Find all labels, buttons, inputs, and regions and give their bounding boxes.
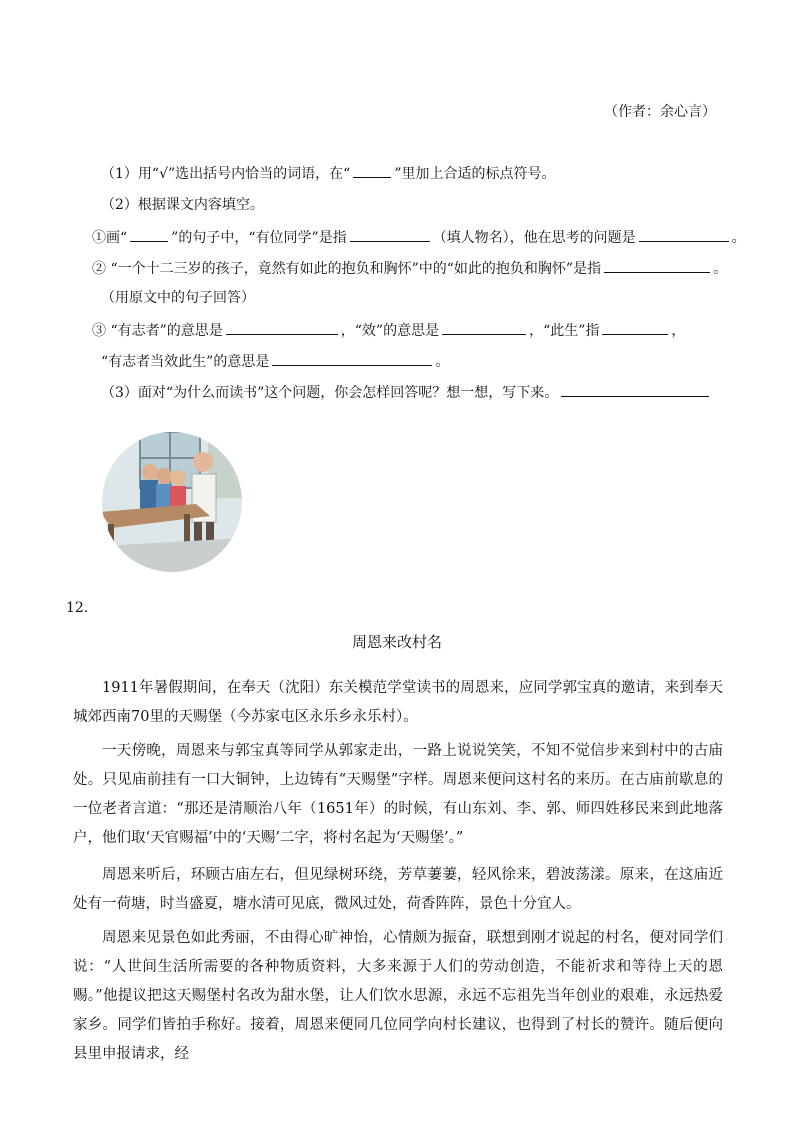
- passage-paragraph: 一天傍晚，周恩来与郭宝真等同学从郭家走出，一路上说说笑笑，不知不觉信步来到村中的古庙处。只见庙前挂有一口大铜钟，上边铸有“天赐堡”字样。周恩来便问这村名的来历。在古庙前歇息的一位老者言道：“那还是清顺治八年（1651年）的时候，有山东刘、李、郭、师四姓移民来到此地落户，他们取‘天官赐福’中的‘天赐’二字，将村名起为‘天赐堡’。”: [73, 742, 723, 846]
- answer-blank[interactable]: [639, 227, 729, 242]
- question-2: （2）根据课文内容填空。: [101, 197, 264, 213]
- question-3-text: （3）面对“为什么而读书”这个问题，你会怎样回答呢？想一想，写下来。: [101, 385, 559, 401]
- question-1: [101, 163, 555, 184]
- sub-question-3-text-a: ③ “有志者”的意思是: [92, 323, 223, 339]
- sub-question-1-text-b: ”的句子中，“有位同学”是指: [171, 230, 347, 246]
- question-number: 12．: [66, 600, 98, 616]
- answer-blank[interactable]: [561, 382, 709, 397]
- sub-question-1-text-c: （填人物名），他在思考的问题是: [432, 230, 636, 246]
- sub-question-3-continued: [101, 351, 449, 372]
- answer-blank[interactable]: [353, 163, 391, 178]
- passage-paragraph: 周恩来听后，环顾古庙左右，但见绿树环绕，芳草萋萋，轻风徐来，碧波荡漾。原来，在这庙近处有一荷塘，时当盛夏，塘水清可见底，微风过处，荷香阵阵，景色十分宜人。: [73, 866, 723, 912]
- sub-question-1: [92, 227, 746, 248]
- sub-question-3-text-c: ，“此生”指: [529, 323, 600, 339]
- question-1-text-a: （1）用“√”选出括号内恰当的词语，在“: [101, 166, 351, 182]
- classroom-illustration: [100, 428, 245, 576]
- sub-question-2-note: （用原文中的句子回答）: [101, 290, 255, 306]
- sub-question-3-text-f: 。: [435, 354, 450, 370]
- sub-question-1-text-a: ①画“: [92, 230, 128, 246]
- passage-paragraph: 1911年暑假期间，在奉天（沈阳）东关模范学堂读书的周恩来，应同学郭宝真的邀请，来到奉天城郊西南70里的天赐堡（今苏家屯区永乐乡永乐村）。: [73, 679, 723, 725]
- passage-title: 周恩来改村名: [351, 633, 442, 651]
- answer-blank[interactable]: [442, 320, 526, 335]
- question-3: [101, 382, 712, 403]
- answer-blank[interactable]: [272, 351, 432, 366]
- sub-question-3-text-d: ，: [671, 323, 686, 339]
- sub-question-1-text-d: 。: [731, 230, 746, 246]
- passage-paragraph: 周恩来见景色如此秀丽，不由得心旷神怡，心情颇为振奋，联想到刚才说起的村名，便对同学们说：“人世间生活所需要的各种物质资料，大多来源于人们的劳动创造，不能祈求和等待上天的恩赐。”他提议把这天赐堡村名改为甜水堡，让人们饮水思源，永远不忘祖先当年创业的艰难，永远热爱家乡。同学们皆拍手称好。接着，周恩来便同几位同学向村长建议，也得到了村长的赞许。随后便向县里申报请求，经: [73, 929, 723, 1062]
- sub-question-3: [92, 320, 685, 341]
- answer-blank[interactable]: [602, 320, 668, 335]
- sub-question-3-text-b: ，“效”的意思是: [340, 323, 440, 339]
- answer-blank[interactable]: [604, 258, 710, 273]
- question-1-text-b: ”里加上合适的标点符号。: [394, 166, 556, 182]
- sub-question-3-text-e: “有志者当效此生”的意思是: [101, 354, 270, 370]
- answer-blank[interactable]: [350, 227, 430, 242]
- sub-question-2-text-a: ② “一个十二三岁的孩子，竟然有如此的抱负和胸怀”中的“如此的抱负和胸怀”是指: [92, 261, 602, 277]
- answer-blank[interactable]: [130, 227, 168, 242]
- sub-question-2-text-b: 。: [713, 261, 728, 277]
- author-credit: （作者：余心言）: [604, 104, 716, 120]
- sub-question-2: [92, 258, 727, 279]
- answer-blank[interactable]: [226, 320, 338, 335]
